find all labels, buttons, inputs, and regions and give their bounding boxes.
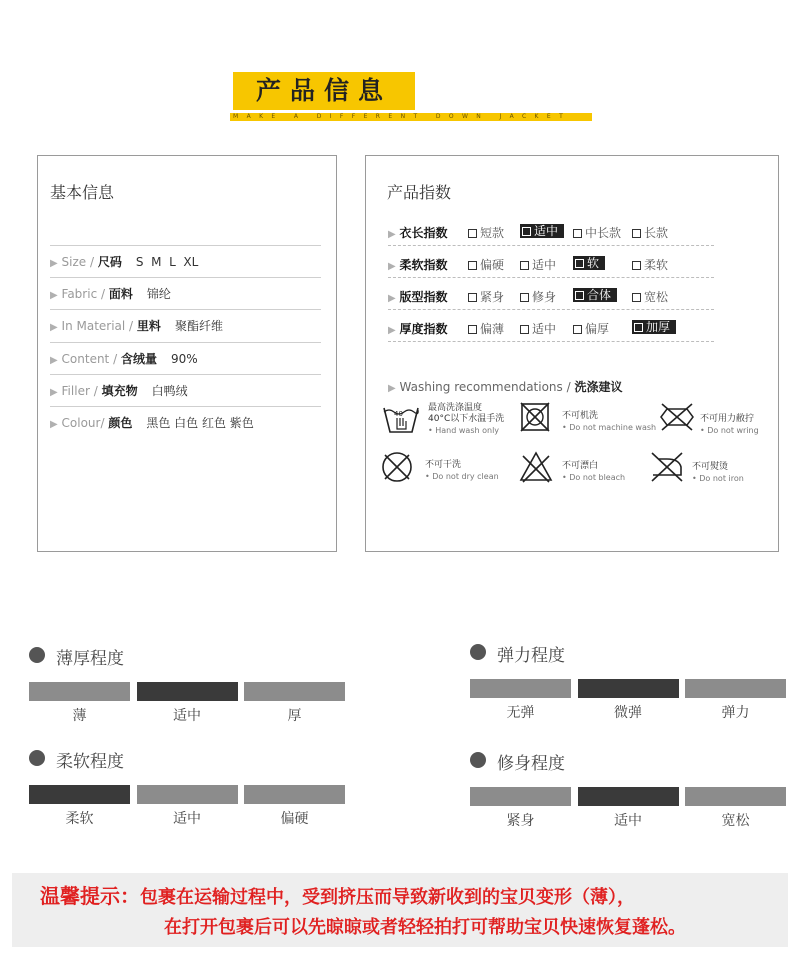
dashed-divider [388,309,714,310]
index-name: 柔软指数 [399,258,448,272]
scale-segment [244,785,345,804]
wash-en: • Hand wash only [428,426,500,435]
triangle-icon: ▶ [388,229,396,240]
wash-cn: 不可漂白 [562,461,599,471]
basic-info-row [50,414,254,431]
triangle-icon: ▶ [388,383,396,394]
row-key: 尺码 [97,255,122,269]
triangle-icon: ▶ [388,293,396,304]
row-value: 锦纶 [146,287,171,302]
wash-label-iron [692,462,744,484]
index-option[interactable] [632,224,668,241]
option-label: 中长款 [585,226,622,240]
checkbox-icon [575,291,584,300]
wash-en: • Do not dry clean [425,472,499,481]
index-option[interactable] [520,320,556,337]
scale-segment [137,785,238,804]
scale-title: 柔软程度 [56,752,124,772]
triangle-icon: ▶ [50,354,58,366]
wash-en: • Do not iron [692,474,744,483]
wash-en: • Do not machine wash [562,423,657,432]
no-bleach-icon [519,450,553,484]
wash-cn: 不可干洗 [425,460,462,470]
row-divider [50,342,321,343]
notice-line-2: 在打开包裹后可以先晾晾或者轻轻拍打可帮助宝贝快速恢复蓬松。 [164,917,686,938]
checkbox-icon [573,325,582,334]
bullet-dot-icon [29,647,45,663]
checkbox-icon [520,325,529,334]
notice-text-1: 包裹在运输过程中，受到挤压而导致新收到的宝贝变形（薄）， [140,887,635,908]
wash-label-machine [562,411,656,433]
checkbox-icon [468,293,477,302]
index-name: 版型指数 [399,290,448,304]
row-label: Content / [61,351,121,366]
index-option[interactable] [468,224,504,241]
banner-subtitle: MAKE A DIFFERENT DOWN JACKET [233,113,572,120]
row-label: Filler / [61,383,102,398]
index-option[interactable] [468,320,504,337]
dashed-divider [388,245,714,246]
wash-cn: 不可机洗 [562,411,599,421]
row-key: 颜色 [108,416,133,430]
row-key: 填充物 [101,383,138,398]
basic-info-row [50,253,198,270]
index-option[interactable] [573,224,621,241]
checkbox-icon [632,261,641,270]
scale-title: 薄厚程度 [56,649,124,669]
scale-segment [29,682,130,701]
washing-heading [388,378,622,395]
wash-label-dry-clean [425,460,499,482]
scale-label: 薄 [72,708,87,724]
scale-label: 弹力 [721,705,750,721]
option-label: 适中 [532,258,557,272]
scale-segment [470,787,571,806]
option-label: 加厚 [646,320,671,334]
checkbox-icon [632,293,641,302]
washing-key: 洗涤建议 [574,380,623,394]
scale-label: 偏硬 [280,811,309,827]
index-row [388,320,448,337]
checkbox-icon [632,229,641,238]
bullet-dot-icon [470,644,486,660]
row-divider [50,245,321,246]
basic-info-row [50,350,198,367]
row-divider [50,406,321,407]
row-value: S M L XL [135,255,199,269]
index-option-selected[interactable] [632,320,676,334]
scale-label: 适中 [614,813,642,829]
row-label: Size / [61,255,98,269]
scale-segment-active [29,785,130,804]
wash-cn: 最高洗涤温度 [428,403,483,413]
scale-segment-active [578,787,679,806]
dashed-divider [388,341,714,342]
scale-segment [244,682,345,701]
wash-en: • Do not bleach [562,473,626,482]
option-label: 修身 [532,290,557,304]
product-index-title: 产品指数 [387,183,452,202]
index-row [388,224,448,241]
index-option[interactable] [468,288,504,305]
checkbox-icon [634,323,643,332]
wash-cn: 不可熨烫 [692,462,729,472]
option-label: 短款 [480,226,505,240]
wash-label-hand [428,403,504,436]
row-label: Fabric / [61,287,109,302]
index-row [388,288,448,305]
scale-label: 厚 [287,708,302,724]
option-label: 适中 [532,322,557,336]
option-label: 偏硬 [480,258,505,272]
scale-label: 适中 [173,708,201,724]
wash-cn: 不可用力敝拧 [700,414,755,424]
index-option[interactable] [520,288,556,305]
index-option[interactable] [632,256,668,273]
checkbox-icon [520,261,529,270]
triangle-icon: ▶ [388,325,396,336]
index-name: 厚度指数 [399,322,448,336]
option-label: 柔软 [644,258,669,272]
triangle-icon: ▶ [50,322,58,334]
scale-label: 无弹 [506,705,535,721]
scale-label: 宽松 [721,813,750,829]
triangle-icon: ▶ [388,261,396,272]
wash-label-bleach [562,461,625,483]
option-label: 软 [587,256,600,270]
row-divider [50,277,321,278]
checkbox-icon [575,259,584,268]
scale-segment [685,787,786,806]
row-value: 聚酯纤维 [174,319,223,334]
option-label: 偏厚 [585,322,610,336]
wash-en: • Do not wring [700,426,759,435]
svg-text:40: 40 [394,410,403,418]
notice-line-1 [40,880,635,909]
washing-label: Washing recommendations / [399,380,575,394]
wash-label-wring [700,414,759,436]
scale-label: 柔软 [65,811,94,827]
index-name: 衣长指数 [399,226,448,240]
index-option[interactable] [632,288,668,305]
basic-info-row [50,317,223,334]
index-option-selected[interactable] [573,256,605,270]
scale-title: 修身程度 [497,754,565,774]
banner-title: 产品信息 [255,76,392,105]
checkbox-icon [468,229,477,238]
index-option[interactable] [468,256,504,273]
option-label: 合体 [587,288,612,302]
option-label: 宽松 [644,290,669,304]
no-wring-icon [659,403,695,431]
row-key: 含绒量 [120,351,157,366]
row-value: 黑色 白色 红色 紫色 [146,416,254,430]
checkbox-icon [520,293,529,302]
checkbox-icon [468,325,477,334]
row-key: 里料 [136,319,161,334]
row-value: 90% [170,351,198,366]
bullet-dot-icon [470,752,486,768]
option-label: 长款 [644,226,669,240]
basic-info-row [50,382,188,399]
triangle-icon: ▶ [50,258,58,269]
notice-lead: 温馨提示： [40,884,140,908]
index-option[interactable] [573,320,609,337]
option-label: 偏薄 [480,322,505,336]
basic-info-row [50,285,171,302]
scale-label: 微弹 [614,705,642,721]
hand-wash-icon [381,402,421,436]
index-option-selected[interactable] [573,288,617,302]
row-label: Colour/ [61,416,109,430]
product-index-box [365,155,779,552]
scale-segment-active [578,679,679,698]
index-option[interactable] [520,256,556,273]
scale-segment [685,679,786,698]
row-value: 白鸭绒 [151,383,188,398]
row-divider [50,374,321,375]
scale-label: 适中 [173,811,201,827]
option-label: 适中 [534,224,559,238]
no-machine-wash-icon [519,401,551,433]
triangle-icon: ▶ [50,290,58,302]
no-iron-icon [649,451,685,483]
dashed-divider [388,277,714,278]
scale-label: 紧身 [506,813,535,829]
no-dry-clean-icon [380,450,414,484]
triangle-icon: ▶ [50,386,58,398]
checkbox-icon [522,227,531,236]
wash-cn2: 40°C以下水温手洗 [428,414,505,424]
scale-segment [470,679,571,698]
triangle-icon: ▶ [50,419,58,430]
checkbox-icon [573,229,582,238]
bullet-dot-icon [29,750,45,766]
scale-segment-active [137,682,238,701]
row-label: In Material / [61,319,137,334]
scale-title: 弹力程度 [497,646,565,666]
index-option-selected[interactable] [520,224,564,238]
row-divider [50,309,321,310]
index-row [388,256,448,273]
checkbox-icon [468,261,477,270]
option-label: 紧身 [480,290,505,304]
basic-info-title: 基本信息 [50,183,115,202]
row-key: 面料 [108,287,133,302]
